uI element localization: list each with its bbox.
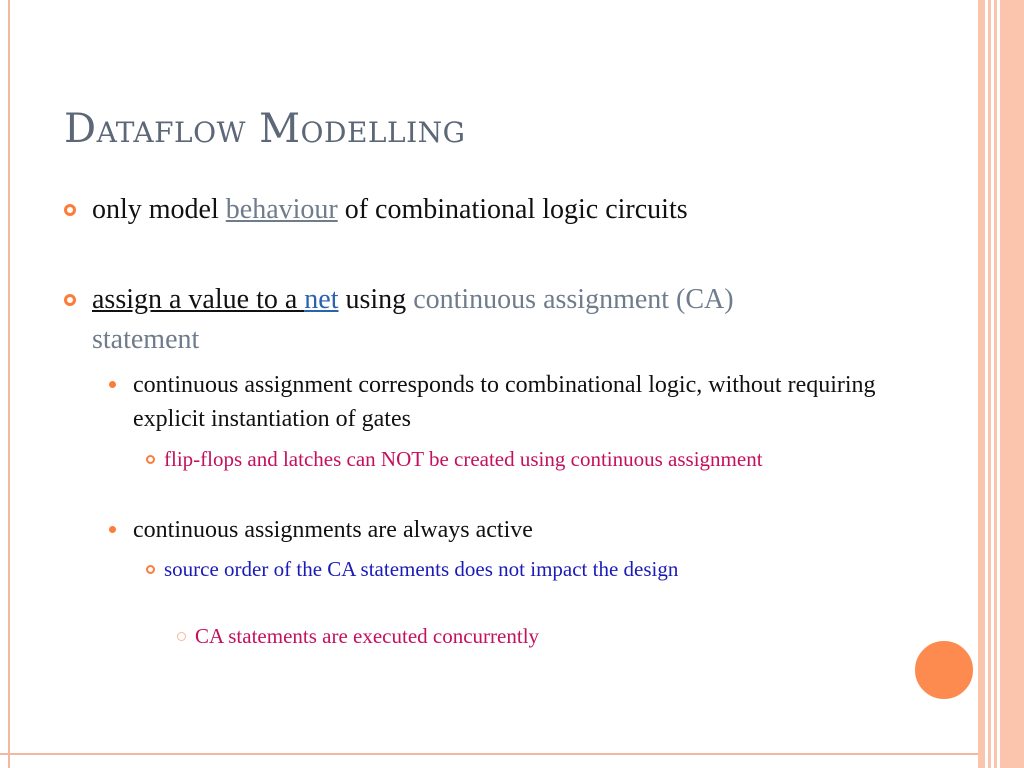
slide-title: Dataflow Modelling (64, 106, 466, 152)
bullet-text (92, 190, 812, 230)
right-stripe (994, 0, 997, 768)
bullet-text (92, 280, 792, 360)
bullet-item (195, 621, 855, 651)
bullet-text: source order of the CA statements does not impact the design (164, 557, 679, 581)
hollow-orange-circle-icon (64, 294, 76, 306)
text-segment: of combinational logic circuits (337, 194, 688, 225)
bullet-text: continuous assignments are always active (133, 517, 533, 543)
bullet-item (92, 190, 812, 230)
small-hollow-orange-circle-icon (146, 565, 155, 574)
right-stripe (1000, 0, 1024, 768)
light-hollow-circle-icon (177, 632, 186, 641)
text-segment: continuous assignment (CA) statement (92, 284, 734, 355)
bullet-text: flip-flops and latches can NOT be created using continuous assignment (164, 447, 763, 471)
right-stripe (988, 0, 991, 768)
bullet-item (164, 444, 884, 474)
bullet-item (164, 554, 844, 584)
text-segment: only model (92, 194, 226, 225)
hollow-orange-circle-icon (64, 204, 76, 216)
bullet-item (133, 513, 913, 547)
bullet-text: continuous assignment corresponds to combinational logic, without requiring explicit instantiation of gates (133, 372, 876, 432)
bullet-text: CA statements are executed concurrently (195, 624, 540, 648)
bullet-item (133, 368, 913, 436)
small-hollow-orange-circle-icon (146, 455, 155, 464)
filled-orange-dot-icon (109, 381, 116, 388)
text-segment: assign a value to a (92, 284, 305, 315)
text-segment: using (338, 284, 414, 315)
behaviour-link[interactable]: behaviour (225, 194, 338, 225)
bullet-item (92, 280, 792, 360)
filled-orange-dot-icon (109, 526, 116, 533)
net-link[interactable]: net (304, 284, 339, 315)
